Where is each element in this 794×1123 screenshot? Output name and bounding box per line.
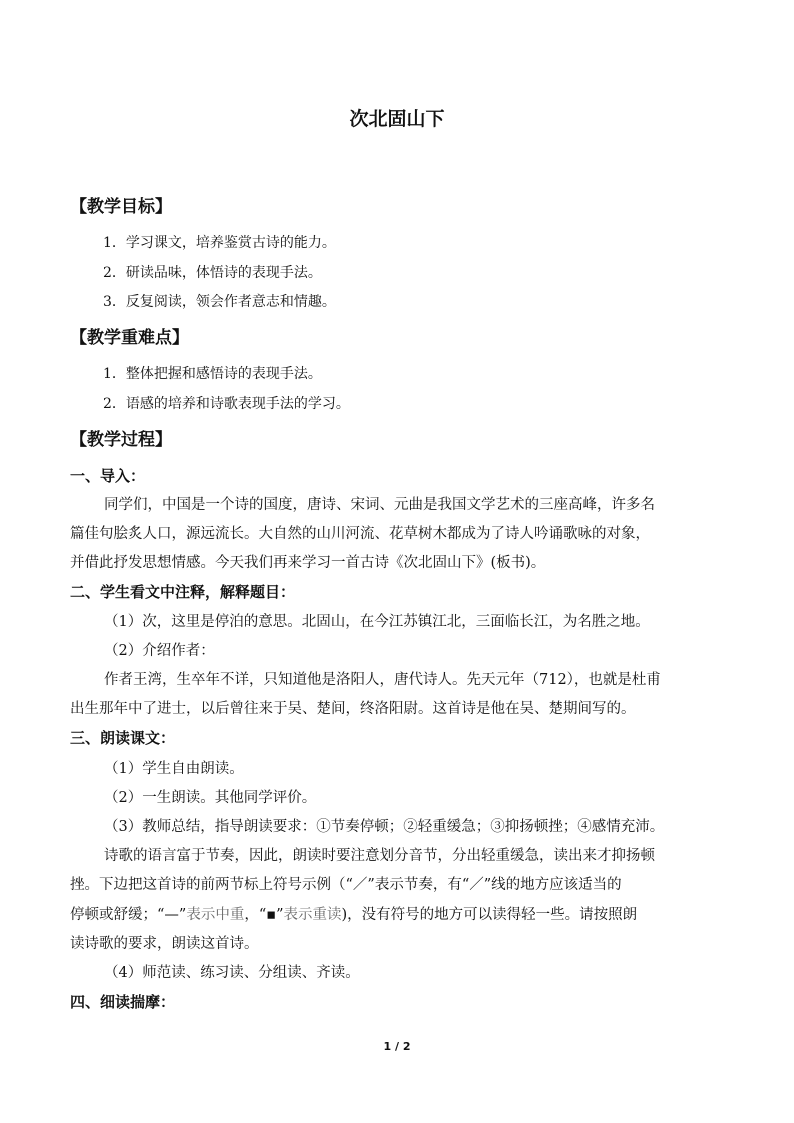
- part3-line: （4）师范读、练习读、分组读、齐读。: [104, 965, 360, 981]
- section-heading-goals: 【教学目标】: [70, 197, 172, 217]
- part3-text: 停顿或舒缓；“—”: [70, 907, 187, 923]
- part3-line: 挫。下边把这首诗的前两节标上符号示例（“／”表示节奏，有“／”线的地方应该适当的: [70, 877, 622, 893]
- part2-line: 出生那年中了进士，以后曾往来于吴、楚间，终洛阳尉。这首诗是他在吴、楚期间写的。: [70, 701, 636, 717]
- part3-heading: 三、朗读课文：: [70, 729, 176, 747]
- page-title: 次北固山下: [349, 108, 445, 130]
- page-number: 1 / 2: [383, 1040, 411, 1053]
- section-heading-key: 【教学重难点】: [70, 328, 189, 348]
- part3-line: （2）一生朗读。其他同学评价。: [104, 790, 317, 806]
- part4-heading: 四、细读揣摩：: [70, 993, 176, 1011]
- part3-text: ，“▪”: [244, 907, 284, 923]
- part1-heading: 一、导入：: [70, 467, 146, 485]
- part2-line: （1）次，这里是停泊的意思。北固山，在今江苏镇江北，三面临长江，为名胜之地。: [104, 614, 650, 630]
- part3-line: （3）教师总结，指导朗读要求：①节奏停顿；②轻重缓急；③抑扬顿挫；④感情充沛。: [104, 819, 665, 835]
- part3-line: [70, 903, 730, 924]
- key-item: 2．语感的培养和诗歌表现手法的学习。: [103, 396, 350, 412]
- part1-line: 篇佳句脍炙人口，源远流长。大自然的山川河流、花草树木都成为了诗人吟诵歌咏的对象，: [70, 526, 650, 542]
- section-heading-process: 【教学过程】: [70, 430, 172, 450]
- key-item: 1．整体把握和感悟诗的表现手法。: [103, 366, 322, 382]
- part2-line: 作者王湾，生卒年不详，只知道他是洛阳人，唐代诗人。先天元年（712），也就是杜甫: [104, 672, 661, 688]
- part3-gray-text: 表示中重: [186, 907, 245, 923]
- part3-line: 读诗歌的要求，朗读这首诗。: [70, 936, 259, 952]
- part3-gray-text: 表示重读: [283, 907, 342, 923]
- goal-item: 2．研读品味，体悟诗的表现手法。: [103, 265, 322, 281]
- part3-line: 诗歌的语言富于节奏，因此，朗读时要注意划分音节，分出轻重缓急，读出来才抑扬顿: [104, 848, 655, 864]
- part1-line: 并借此抒发思想情感。今天我们再来学习一首古诗《次北固山下》(板书)。: [70, 555, 546, 571]
- goal-item: 3．反复阅读，领会作者意志和情趣。: [103, 294, 336, 310]
- part1-line: 同学们，中国是一个诗的国度，唐诗、宋词、元曲是我国文学艺术的三座高峰，许多名: [104, 497, 655, 513]
- part3-line: （1）学生自由朗读。: [104, 761, 244, 777]
- part2-line: （2）介绍作者：: [104, 643, 215, 659]
- part3-text: )，没有符号的地方可以读得轻一些。请按照朗: [341, 907, 638, 923]
- part2-heading: 二、学生看文中注释，解释题目：: [70, 583, 296, 601]
- goal-item: 1．学习课文，培养鉴赏古诗的能力。: [103, 235, 336, 251]
